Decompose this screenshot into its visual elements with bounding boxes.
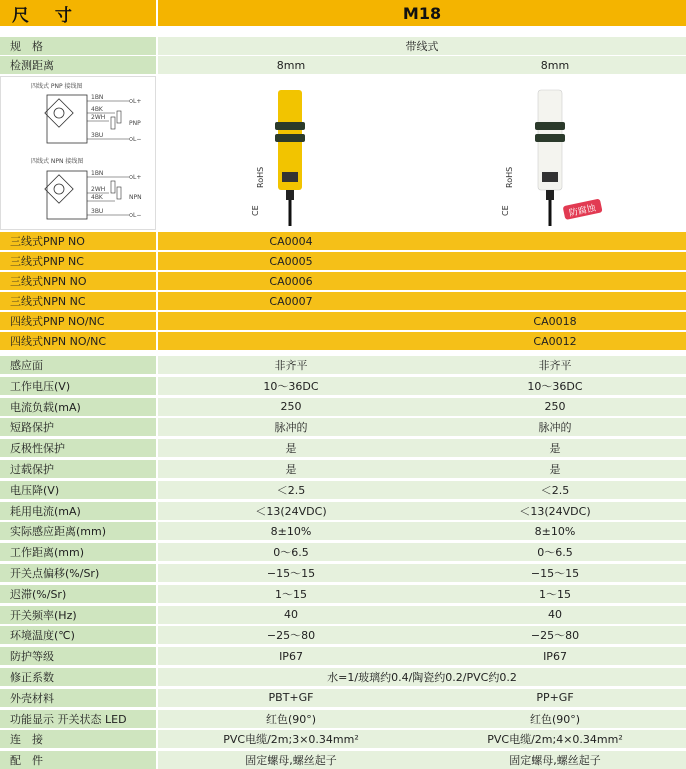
- row-label: 实际感应距离(mm): [0, 522, 156, 540]
- row-value-a: PVC电缆/2m;3×0.34mm²: [158, 730, 424, 748]
- row-value-b: 固定螺母,螺丝起子: [424, 751, 686, 769]
- row-value-b: 0～6.5: [424, 543, 686, 561]
- sensor-yellow-svg: [158, 76, 424, 230]
- spec-row: [0, 481, 686, 499]
- row-value-a: ＜13(24VDC): [158, 502, 424, 520]
- row-label: 电压降(V): [0, 481, 156, 499]
- spec-row: [0, 710, 686, 728]
- row-value-a: 是: [158, 460, 424, 478]
- model-code-a: CA0006: [158, 272, 424, 290]
- wire-label: 3BU: [91, 132, 104, 139]
- wire-label: 4BK: [91, 194, 103, 201]
- row-value-a: 40: [158, 606, 424, 624]
- spec-row: [0, 522, 686, 540]
- row-value-a: ＜2.5: [158, 481, 424, 499]
- model-header: M18: [158, 0, 686, 26]
- wiring-diagrams: [0, 76, 156, 230]
- model-code-a: CA0004: [158, 232, 424, 250]
- spec-row-format: [0, 37, 686, 55]
- row-value-b: 40: [424, 606, 686, 624]
- row-value-b: IP67: [424, 647, 686, 665]
- wire-label: 2WH: [91, 186, 106, 193]
- row-value-a: 8mm: [158, 56, 424, 74]
- row-value-b: 是: [424, 439, 686, 457]
- product-image-white: [424, 76, 686, 230]
- spec-row: [0, 647, 686, 665]
- spec-row: [0, 626, 686, 644]
- sensor-white-svg: [424, 76, 686, 230]
- row-value-a: 非齐平: [158, 356, 424, 374]
- row-label: 过载保护: [0, 460, 156, 478]
- row-value-a: 8±10%: [158, 522, 424, 540]
- product-image-yellow: [158, 76, 424, 230]
- model-code-a: [158, 332, 424, 350]
- size-header: 尺 寸: [0, 0, 156, 26]
- spec-row: [0, 439, 686, 457]
- row-value-a: 1～15: [158, 585, 424, 603]
- row-value-a: PBT+GF: [158, 689, 424, 707]
- row-value-b: 红色(90°): [424, 710, 686, 728]
- row-value-b: −15～15: [424, 564, 686, 582]
- anticorrosion-badge-text: 防腐蚀: [568, 203, 597, 220]
- wire-label: 1BN: [91, 94, 104, 101]
- npn-diagram-title: 四线式 NPN 接线图: [31, 158, 84, 165]
- row-label: 迟滞(%/Sr): [0, 585, 156, 603]
- row-value-a: 红色(90°): [158, 710, 424, 728]
- model-row: [0, 232, 686, 250]
- spec-row: [0, 460, 686, 478]
- row-value-span: 带线式: [158, 37, 686, 55]
- ce-mark: CE: [501, 205, 510, 216]
- spec-row: [0, 502, 686, 520]
- row-value-b: 10～36DC: [424, 377, 686, 395]
- row-value-a: −15～15: [158, 564, 424, 582]
- rohs-mark: RoHS: [256, 166, 265, 188]
- row-value-b: ＜2.5: [424, 481, 686, 499]
- row-value-span: 水=1/玻璃约0.4/陶瓷约0.2/PVC约0.2: [158, 668, 686, 686]
- l-plus-label: L+: [133, 98, 142, 105]
- model-code-a: [158, 312, 424, 330]
- spec-row-distance: [0, 56, 686, 74]
- row-label: 三线式PNP NC: [0, 252, 156, 270]
- wire-label: 1BN: [91, 170, 104, 177]
- model-row: [0, 292, 686, 310]
- row-value-b: PVC电缆/2m;4×0.34mm²: [424, 730, 686, 748]
- row-label: 耗用电流(mA): [0, 502, 156, 520]
- row-label: 修正系数: [0, 668, 156, 686]
- row-label: 短路保护: [0, 418, 156, 436]
- model-code-a: CA0007: [158, 292, 424, 310]
- row-value-b: 8mm: [424, 56, 686, 74]
- anticorrosion-badge: [563, 198, 603, 220]
- row-label: 反极性保护: [0, 439, 156, 457]
- spec-row: [0, 377, 686, 395]
- row-label: 功能显示 开关状态 LED: [0, 710, 156, 728]
- spec-row: [0, 689, 686, 707]
- row-label: 三线式PNP NO: [0, 232, 156, 250]
- model-code-a: CA0005: [158, 252, 424, 270]
- row-label: 检测距离: [0, 56, 156, 74]
- npn-tag: NPN: [129, 194, 142, 201]
- l-minus-label: L−: [133, 136, 142, 143]
- model-code-b: [424, 252, 686, 270]
- model-row: [0, 332, 686, 350]
- row-label: 工作电压(V): [0, 377, 156, 395]
- row-label: 开关点偏移(%/Sr): [0, 564, 156, 582]
- row-value-a: 固定螺母,螺丝起子: [158, 751, 424, 769]
- row-value-a: 0～6.5: [158, 543, 424, 561]
- spec-row: [0, 751, 686, 769]
- row-label: 环境温度(℃): [0, 626, 156, 644]
- row-value-a: 是: [158, 439, 424, 457]
- spec-row: [0, 398, 686, 416]
- model-code-b: CA0018: [424, 312, 686, 330]
- pnp-tag: PNP: [129, 120, 141, 127]
- row-label: 感应面: [0, 356, 156, 374]
- wiring-diagram-svg: [1, 77, 155, 229]
- l-plus-label: L+: [133, 174, 142, 181]
- row-value-b: −25～80: [424, 626, 686, 644]
- row-label: 四线式PNP NO/NC: [0, 312, 156, 330]
- row-value-b: 1～15: [424, 585, 686, 603]
- row-value-b: ＜13(24VDC): [424, 502, 686, 520]
- row-value-a: 10～36DC: [158, 377, 424, 395]
- model-code-b: [424, 232, 686, 250]
- wire-label: 4BK: [91, 106, 103, 113]
- row-value-a: −25～80: [158, 626, 424, 644]
- row-label: 连 接: [0, 730, 156, 748]
- row-label: 工作距离(mm): [0, 543, 156, 561]
- row-label: 规 格: [0, 37, 156, 55]
- spec-row: [0, 418, 686, 436]
- row-value-b: 250: [424, 398, 686, 416]
- model-code-b: [424, 272, 686, 290]
- row-label: 外壳材料: [0, 689, 156, 707]
- spec-row: [0, 356, 686, 374]
- row-value-b: 非齐平: [424, 356, 686, 374]
- row-label: 三线式NPN NC: [0, 292, 156, 310]
- row-label: 配 件: [0, 751, 156, 769]
- spec-row: [0, 543, 686, 561]
- row-label: 三线式NPN NO: [0, 272, 156, 290]
- model-row: [0, 272, 686, 290]
- row-value-b: 8±10%: [424, 522, 686, 540]
- spec-row: [0, 730, 686, 748]
- spec-row: [0, 668, 686, 686]
- row-value-a: 脉冲的: [158, 418, 424, 436]
- model-row: [0, 312, 686, 330]
- model-code-b: [424, 292, 686, 310]
- row-label: 开关频率(Hz): [0, 606, 156, 624]
- l-minus-label: L−: [133, 212, 142, 219]
- spec-row: [0, 564, 686, 582]
- row-label: 四线式NPN NO/NC: [0, 332, 156, 350]
- row-value-b: 是: [424, 460, 686, 478]
- row-value-a: 250: [158, 398, 424, 416]
- ce-mark: CE: [251, 205, 260, 216]
- spec-row: [0, 606, 686, 624]
- model-row: [0, 252, 686, 270]
- row-label: 电流负载(mA): [0, 398, 156, 416]
- row-value-a: IP67: [158, 647, 424, 665]
- spec-row: [0, 585, 686, 603]
- rohs-mark: RoHS: [505, 166, 514, 188]
- pnp-diagram-title: 四线式 PNP 接线图: [31, 83, 83, 90]
- row-label: 防护等级: [0, 647, 156, 665]
- wire-label: 3BU: [91, 208, 104, 215]
- header-row: [0, 0, 686, 26]
- model-code-b: CA0012: [424, 332, 686, 350]
- row-value-b: PP+GF: [424, 689, 686, 707]
- row-value-b: 脉冲的: [424, 418, 686, 436]
- wire-label: 2WH: [91, 114, 106, 121]
